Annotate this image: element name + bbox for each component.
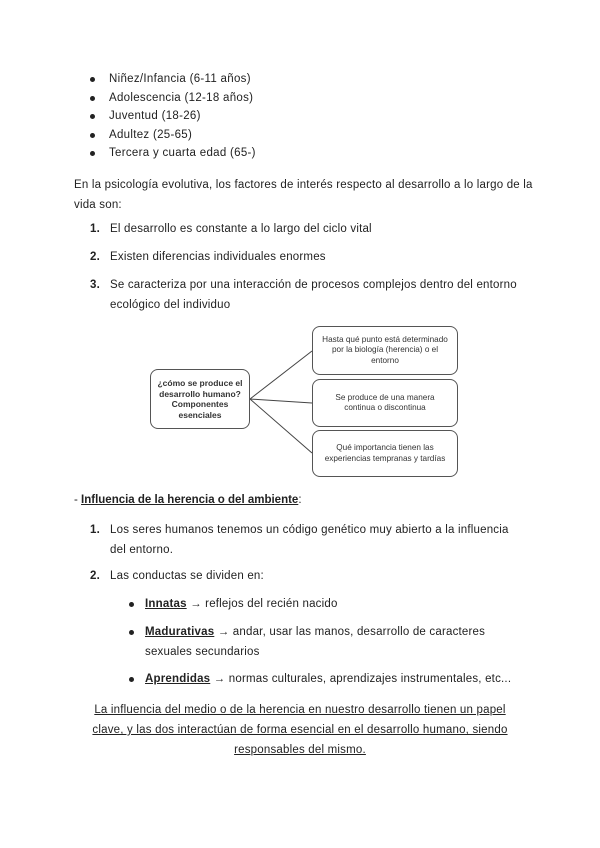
diagram-branch-box: Hasta qué punto está determinado por la biología (herencia) o el entorno bbox=[312, 326, 458, 375]
point-text: Las conductas se dividen en: bbox=[110, 570, 264, 582]
section-heading bbox=[74, 490, 302, 510]
point-number: 2. bbox=[90, 570, 100, 582]
list-item: Adultez (25-65) bbox=[90, 126, 256, 145]
behavior-term: Madurativas bbox=[145, 626, 215, 638]
list-item: Juventud (18-26) bbox=[90, 107, 256, 126]
point-text: Los seres humanos tenemos un código genético muy abierto a la influencia del entorno. bbox=[110, 524, 509, 556]
behavior-term: Innatas bbox=[145, 598, 187, 610]
behavior-item bbox=[129, 595, 529, 615]
diagram-main-box: ¿cómo se produce el desarrollo humano? Componentes esenciales bbox=[150, 369, 250, 429]
factor-number: 1. bbox=[90, 223, 100, 235]
factor-number: 3. bbox=[90, 279, 100, 291]
connector-line-middle bbox=[250, 399, 312, 403]
list-item: Tercera y cuarta edad (65-) bbox=[90, 144, 256, 163]
heading-title: Influencia de la herencia o del ambiente bbox=[81, 494, 299, 506]
behavior-desc: → reflejos del recién nacido bbox=[186, 598, 338, 610]
connector-line-bottom bbox=[250, 399, 312, 453]
heading-prefix: - bbox=[74, 494, 82, 506]
behavior-desc: → normas culturales, aprendizajes instrumentales, etc... bbox=[210, 673, 512, 685]
factor-text: Existen diferencias individuales enormes bbox=[110, 251, 326, 263]
behavior-item bbox=[129, 670, 529, 690]
diagram-branch-box: Se produce de una manera continua o discontinua bbox=[312, 379, 458, 427]
factor-item bbox=[90, 276, 520, 315]
connector-line-top bbox=[250, 351, 312, 399]
point-item bbox=[90, 567, 520, 587]
diagram-branch-box: Qué importancia tienen las experiencias tempranas y tardías bbox=[312, 430, 458, 477]
heading-suffix: : bbox=[298, 494, 302, 506]
intro-paragraph: En la psicología evolutiva, los factores de interés respecto al desarrollo a lo largo de la vida son: bbox=[74, 179, 533, 211]
factor-number: 2. bbox=[90, 251, 100, 263]
factor-text: Se caracteriza por una interacción de procesos complejos dentro del entorno ecológico del individuo bbox=[110, 279, 517, 311]
list-item: Niñez/Infancia (6-11 años) bbox=[90, 70, 256, 89]
list-item: Adolescencia (12-18 años) bbox=[90, 89, 256, 108]
conclusion-paragraph: La influencia del medio o de la herencia en nuestro desarrollo tienen un papel clave, y las dos interactúan de forma esencial en el desarrollo humano, siendo responsables del mismo. bbox=[92, 704, 508, 756]
factor-item bbox=[90, 248, 520, 268]
factor-item bbox=[90, 220, 520, 240]
behavior-desc: → andar, usar las manos, desarrollo de caracteres sexuales secundarios bbox=[145, 626, 486, 658]
factor-text: El desarrollo es constante a lo largo del ciclo vital bbox=[110, 223, 372, 235]
age-stage-list bbox=[90, 70, 256, 163]
point-number: 1. bbox=[90, 524, 100, 536]
behavior-item bbox=[129, 623, 529, 662]
development-diagram bbox=[150, 325, 460, 478]
point-item bbox=[90, 521, 520, 560]
behavior-term: Aprendidas bbox=[145, 673, 211, 685]
